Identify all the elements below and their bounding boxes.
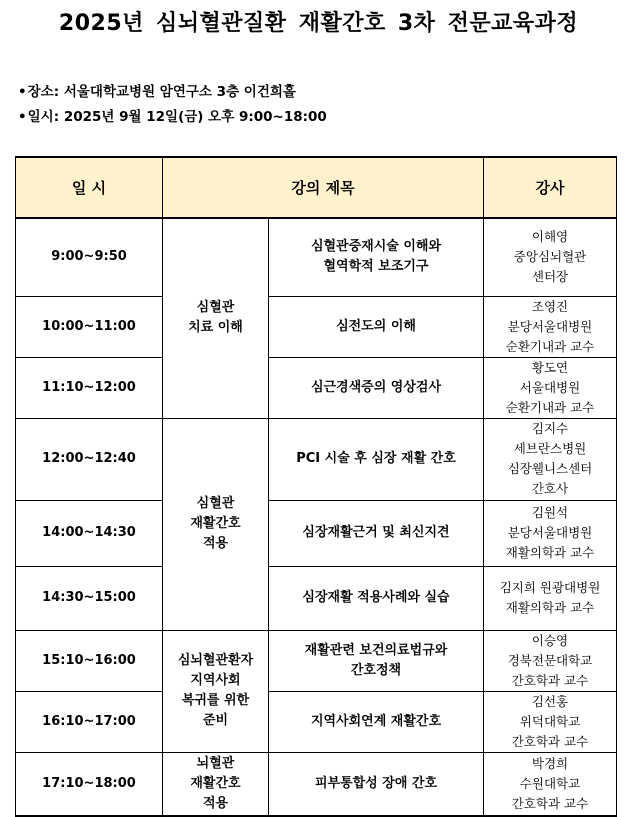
speaker-line: 간호사 (531, 481, 569, 496)
category-line: 지역사회 (190, 673, 241, 688)
table-row (16, 218, 617, 296)
speaker-cell (484, 752, 617, 816)
speaker-line: 간호학과 교수 (511, 733, 589, 749)
bullet-icon: • (18, 109, 27, 125)
speaker-line: 조영진 (531, 298, 569, 314)
time-cell: 9:00~9:50 (16, 218, 163, 296)
lecture-line: 지역사회연계 재활간호 (310, 713, 442, 729)
lecture-cell (269, 691, 484, 752)
time-cell: 12:00~12:40 (16, 418, 163, 500)
time-cell: 11:10~12:00 (16, 357, 163, 418)
category-line: 치료 이해 (188, 320, 243, 336)
table-row (16, 630, 617, 691)
venue-info (18, 80, 296, 100)
page-title: 2025년 심뇌혈관질환 재활간호 3차 전문교육과정 (58, 11, 579, 36)
time-cell: 15:10~16:00 (16, 630, 163, 691)
table-row (16, 500, 617, 566)
time-cell: 10:00~11:00 (16, 296, 163, 357)
lecture-cell (269, 500, 484, 566)
speaker-line: 세브란스병원 (513, 441, 587, 456)
category-line: 심뇌혈관환자 (177, 653, 254, 668)
date-info (18, 105, 327, 125)
category-cell (163, 418, 269, 630)
table-header-row (16, 157, 617, 218)
category-line: 적용 (202, 795, 229, 811)
lecture-line: 피부통합성 장애 간호 (314, 775, 438, 791)
speaker-line: 이해영 (531, 229, 569, 245)
speaker-line: 경북전문대학교 (507, 652, 593, 668)
speaker-cell (484, 218, 617, 296)
speaker-line: 센터장 (531, 269, 569, 285)
speaker-line: 중앙심뇌혈관 (513, 249, 587, 265)
speaker-line: 김지수 (531, 421, 569, 436)
lecture-line: 심장재활 적용사례와 실습 (302, 590, 450, 605)
speaker-line: 순환기내과 교수 (505, 338, 595, 354)
speaker-line: 김선홍 (531, 693, 569, 709)
time-cell: 14:30~15:00 (16, 566, 163, 630)
speaker-cell (484, 418, 617, 500)
header-speaker: 강사 (484, 157, 617, 218)
lecture-cell (269, 566, 484, 630)
category-cell (163, 752, 269, 816)
date-text: 일시: 2025년 9월 12일(금) 오후 9:00~18:00 (27, 109, 327, 125)
time-cell: 17:10~18:00 (16, 752, 163, 816)
category-line: 복귀를 위한 (181, 693, 250, 708)
bullet-icon: • (18, 84, 27, 100)
speaker-line: 재활의학과 교수 (505, 600, 595, 615)
speaker-line: 황도연 (531, 359, 569, 375)
speaker-line: 순환기내과 교수 (505, 399, 595, 415)
speaker-line: 김원석 (531, 505, 569, 520)
lecture-line: 심혈관중재시술 이해와 (310, 239, 442, 255)
header-time: 일 시 (16, 157, 163, 218)
category-line: 준비 (202, 713, 229, 728)
lecture-line: 심장재활근거 및 최신지견 (302, 525, 450, 540)
lecture-line: 심전도의 이해 (336, 318, 416, 334)
speaker-line: 분당서울대병원 (507, 318, 593, 334)
speaker-cell (484, 691, 617, 752)
speaker-line: 위덕대학교 (519, 713, 581, 729)
table-row (16, 752, 617, 816)
category-line: 심혈관 (196, 300, 235, 316)
speaker-cell (484, 630, 617, 691)
time-cell: 16:10~17:00 (16, 691, 163, 752)
lecture-cell (269, 752, 484, 816)
speaker-line: 수원대학교 (519, 775, 581, 791)
category-line: 재활간호 (190, 775, 241, 791)
lecture-cell (269, 630, 484, 691)
speaker-line: 서울대병원 (519, 379, 581, 395)
category-line: 심혈관 (196, 496, 235, 511)
schedule-table (15, 156, 617, 817)
speaker-line: 재활의학과 교수 (505, 545, 595, 560)
speaker-cell (484, 500, 617, 566)
lecture-line: 간호정책 (350, 662, 402, 678)
lecture-cell (269, 218, 484, 296)
table-row (16, 566, 617, 630)
speaker-cell (484, 566, 617, 630)
lecture-line: 혈역학적 보조기구 (323, 259, 429, 275)
table-row (16, 296, 617, 357)
header-lecture-title: 강의 제목 (163, 157, 484, 218)
speaker-line: 박경희 (531, 755, 569, 771)
lecture-line: PCI 시술 후 심장 재활 간호 (296, 451, 456, 466)
speaker-line: 김지희 원광대병원 (499, 580, 601, 595)
speaker-line: 이승영 (531, 632, 569, 648)
table-row (16, 357, 617, 418)
speaker-cell (484, 296, 617, 357)
speaker-line: 분당서울대병원 (507, 525, 593, 540)
venue-text: 장소: 서울대학교병원 암연구소 3층 이건희홀 (27, 84, 296, 100)
table-row (16, 418, 617, 500)
category-cell (163, 630, 269, 752)
time-cell: 14:00~14:30 (16, 500, 163, 566)
lecture-cell (269, 296, 484, 357)
lecture-line: 재활관련 보건의료법규와 (304, 642, 448, 658)
speaker-line: 심장웰니스센터 (507, 461, 593, 476)
table-row (16, 691, 617, 752)
category-line: 적용 (202, 536, 229, 551)
speaker-cell (484, 357, 617, 418)
speaker-line: 간호학과 교수 (511, 795, 589, 811)
category-line: 뇌혈관 (196, 755, 235, 771)
lecture-line: 심근경색증의 영상검사 (310, 379, 442, 395)
speaker-line: 간호학과 교수 (511, 672, 589, 688)
lecture-cell (269, 418, 484, 500)
category-cell (163, 218, 269, 418)
lecture-cell (269, 357, 484, 418)
category-line: 재활간호 (190, 516, 241, 531)
